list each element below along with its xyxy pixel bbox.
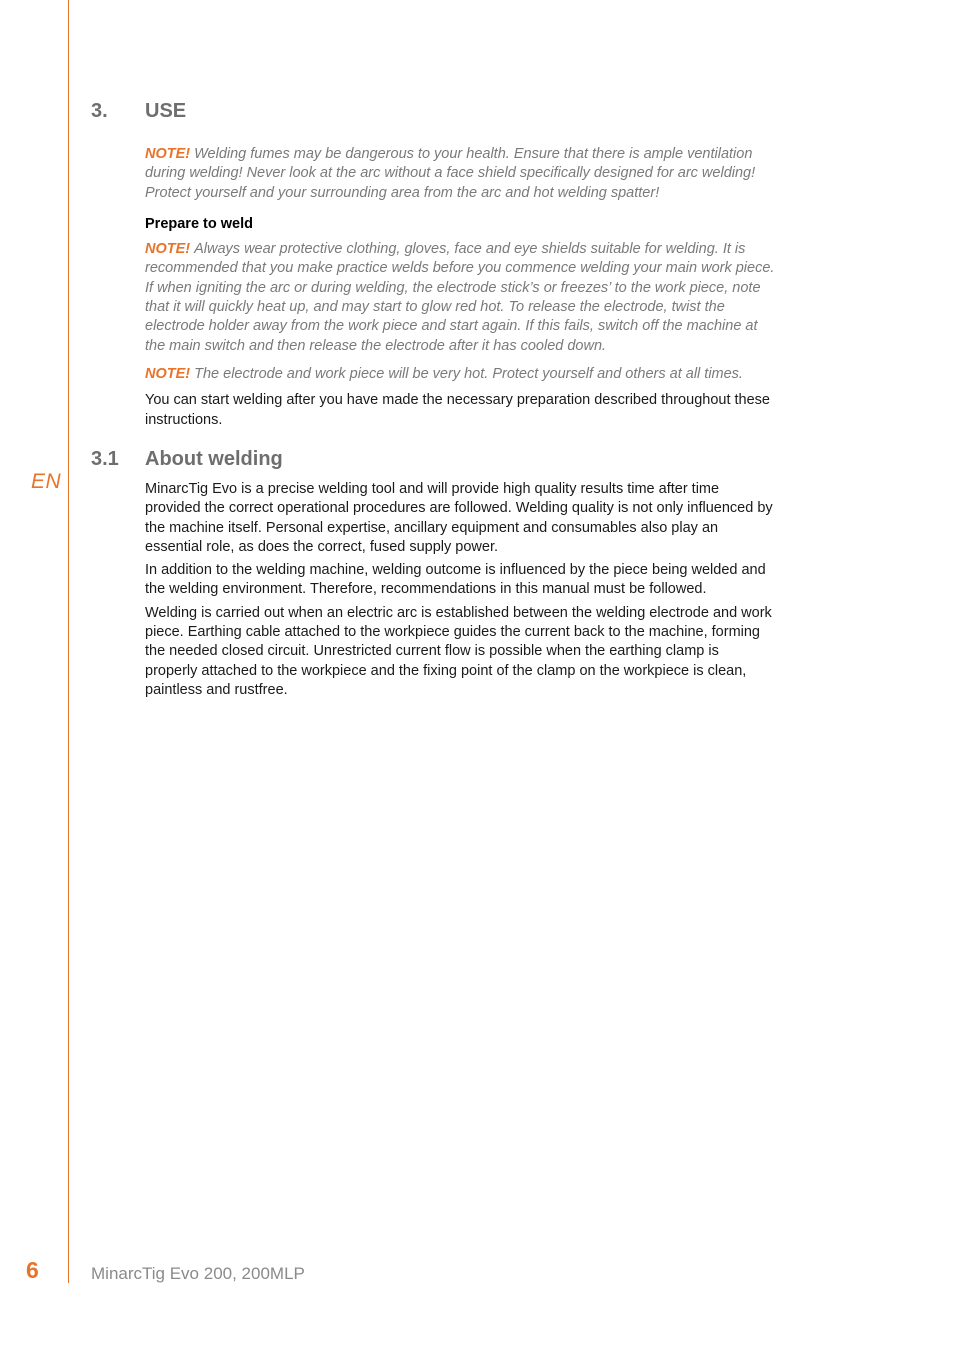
about-paragraph: MinarcTig Evo is a precise welding tool and will provide high quality results time after time provided the correct operational procedures are followed. Welding quality is not only influenced by the machine itself. Personal expertise, ancillary equipment and consumables also play an essential role, as does the correct, fused supply power. <box>145 481 773 555</box>
note-fumes <box>145 145 775 203</box>
section-title: About welding <box>145 448 283 470</box>
note-text: Welding fumes may be dangerous to your health. Ensure that there is ample ventilation during welding! Never look at the arc without a face shield specifically designed for arc welding! Protect yourself and your surrounding area from the arc and hot welding spatter! <box>145 146 756 201</box>
start-welding-paragraph: You can start welding after you have made the necessary preparation described throughout these instructions. <box>145 392 770 428</box>
footer-doc-title: MinarcTig Evo 200, 200MLP <box>91 1264 305 1283</box>
language-tab: EN <box>31 470 62 493</box>
section-number: 3.1 <box>91 448 119 470</box>
margin-rule <box>68 0 69 1283</box>
note-label: NOTE! <box>145 241 191 258</box>
note-text: Always wear protective clothing, gloves, face and eye shields suitable for welding. It is recommended that you make practice welds before you commence welding your main work piece. If when igniting the arc or during welding, the electrode stick’s or freezes’ to the work piece, note that it will quickly heat up, and may start to glow red hot. To release the electrode, twist the electrode holder away from the work piece and start again. If this fails, switch off the machine at the main switch and then release the electrode after it has cooled down. <box>145 241 775 354</box>
prepare-heading: Prepare to weld <box>145 215 253 232</box>
note-label: NOTE! <box>145 146 191 162</box>
note-text: The electrode and work piece will be very hot. Protect yourself and others at all times. <box>194 365 743 382</box>
section-about-welding-body <box>145 480 775 700</box>
note-hot <box>145 365 775 384</box>
section-number: 3. <box>91 100 108 122</box>
section-title: USE <box>145 100 187 122</box>
page-number: 6 <box>26 1257 39 1283</box>
section-heading-about-welding <box>91 448 283 471</box>
note-protective <box>145 240 775 356</box>
section-use-body <box>145 145 775 430</box>
note-label: NOTE! <box>145 365 191 382</box>
section-heading-use <box>91 100 186 123</box>
about-paragraph: Welding is carried out when an electric arc is established between the welding electrode and work piece. Earthing cable attached to the workpiece guides the current back to the machine, forming the needed closed circuit. Unrestricted current flow is possible when the earthing clamp is properly attached to the workpiece and the fixing point of the clamp on the workpiece is clean, paintless and rustfree. <box>145 604 772 698</box>
about-paragraph: In addition to the welding machine, welding outcome is influenced by the piece being welded and the welding environment. Therefore, recommendations in this manual must be followed. <box>145 562 766 598</box>
